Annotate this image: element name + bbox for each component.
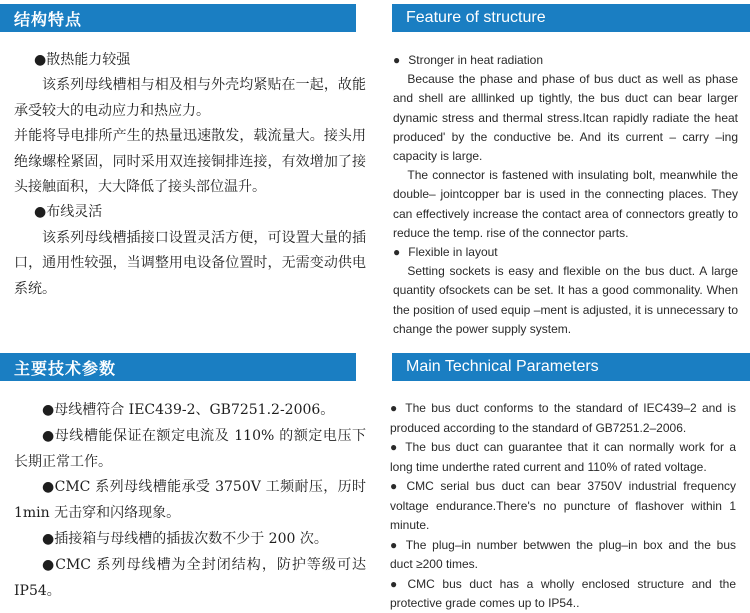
bullet-icon: ● bbox=[393, 245, 401, 260]
tech-item-text: CMC bus duct has a wholly enclosed structure and the protective grade comes up to IP54.. bbox=[390, 576, 736, 610]
tech-item-text: 母线槽能保证在额定电流及 110% 的额定电压下长期正常工作。 bbox=[14, 427, 366, 470]
tech-title-cn: 主要技术参数 bbox=[14, 358, 117, 378]
tech-body-cn bbox=[14, 398, 366, 610]
paragraph: 该系列母线槽相与相及相与外壳均紧贴在一起，故能承受较大的电动应力和热应力。 bbox=[14, 77, 366, 119]
paragraph: 该系列母线槽插接口设置灵活方便，可设置大量的插口，通用性较强，当调整用电设备位置时，无需变动供电系统。 bbox=[14, 229, 366, 297]
tech-header-cn bbox=[0, 353, 356, 381]
tech-item-text: The plug–in number betwwen the plug–in box and the bus duct ≥200 times. bbox=[390, 537, 736, 571]
paragraph: Because the phase and phase of bus duct as well as phase and shell are alllinked up tightly, the bus duct can bear larger dynamic stress and thermal stress.Itcan rapidly radiate the heat produced' by the conductive be. And its current – carry –ing capacity is large. bbox=[393, 72, 738, 164]
bullet-icon: ● bbox=[42, 479, 55, 496]
tech-item-cn bbox=[14, 475, 366, 527]
bullet-icon: ● bbox=[34, 52, 47, 68]
bullet-icon: ● bbox=[42, 402, 55, 418]
bullet-item-layout-en bbox=[393, 243, 738, 262]
structure-title-en: Feature of structure bbox=[406, 9, 546, 26]
bullet-icon: ● bbox=[42, 427, 55, 444]
paragraph: The connector is fastened with insulating bolt, meanwhile the double– jointcopper bar is used in the connecting places. They can effectively increase the contact area of connectors greatly to reduce the temp. rise of the connector parts. bbox=[393, 168, 738, 240]
bullet-icon: ● bbox=[393, 53, 401, 67]
tech-item-cn bbox=[14, 398, 366, 424]
bullet-icon: ● bbox=[390, 479, 401, 493]
tech-body-en bbox=[390, 399, 736, 611]
bullet-icon: ● bbox=[390, 537, 400, 552]
tech-item-en bbox=[390, 438, 736, 477]
bullet-icon: ● bbox=[42, 530, 55, 547]
bullet-title: Stronger in heat radiation bbox=[408, 53, 544, 67]
structure-body-cn bbox=[14, 48, 366, 298]
bullet-item-heat-en bbox=[393, 51, 738, 70]
bullet-title: 布线灵活 bbox=[46, 204, 103, 221]
tech-item-text: The bus duct can guarantee that it can normally work for a long time underthe rated current and 110% of rated voltage. bbox=[390, 440, 736, 474]
tech-item-text: 插接箱与母线槽的插拔次数不少于 200 次。 bbox=[54, 530, 328, 547]
structure-title-cn: 结构特点 bbox=[14, 9, 83, 29]
bullet-icon: ● bbox=[42, 556, 56, 573]
tech-item-en bbox=[390, 399, 736, 438]
tech-item-text: CMC serial bus duct can bear 3750V industrial frequency voltage endurance.There's no puncture of flashover within 1 minute. bbox=[390, 479, 736, 532]
tech-item-text: The bus duct conforms to the standard of IEC439–2 and is produced according to the standard of GB7251.2–2006. bbox=[390, 401, 736, 435]
tech-item-en bbox=[390, 477, 736, 536]
bullet-icon: ● bbox=[390, 401, 400, 415]
tech-item-text: 母线槽符合 IEC439-2、GB7251.2-2006。 bbox=[54, 402, 335, 418]
paragraph: 并能将导电排所产生的热量迅速散发，载流量大。接头用绝缘螺栓紧固，同时采用双连接铜排连接，有效增加了接头接触面积，大大降低了接头部位温升。 bbox=[14, 128, 366, 196]
tech-item-text: CMC 系列母线槽为全封闭结构，防护等级可达 IP54。 bbox=[14, 556, 366, 599]
tech-title-en: Main Technical Parameters bbox=[406, 358, 599, 375]
tech-item-cn bbox=[14, 424, 366, 476]
tech-item-cn bbox=[14, 553, 366, 605]
tech-item-text: CMC 系列母线槽能承受 3750V 工频耐压，历时 1min 无击穿和闪络现象。 bbox=[14, 479, 366, 522]
structure-body-en bbox=[393, 51, 738, 336]
bullet-icon: ● bbox=[390, 576, 402, 591]
bullet-item-heat-cn bbox=[14, 48, 366, 73]
bullet-title: 散热能力较强 bbox=[46, 52, 131, 68]
paragraph: Setting sockets is easy and flexible on the bus duct. A large quantity ofsockets can be set. It has a good commonality. When the position of used equip –ment is adjusted, it is unnecessary to change the power supply system. bbox=[393, 264, 738, 336]
tech-item-en bbox=[390, 575, 736, 612]
tech-item-cn bbox=[14, 527, 366, 553]
bullet-icon: ● bbox=[390, 440, 400, 454]
tech-header-en bbox=[392, 353, 750, 381]
bullet-icon: ● bbox=[34, 204, 47, 221]
bullet-title: Flexible in layout bbox=[408, 245, 498, 260]
tech-item-en bbox=[390, 536, 736, 575]
bullet-item-layout-cn bbox=[14, 200, 366, 225]
structure-header-cn bbox=[0, 4, 356, 32]
structure-header-en bbox=[392, 4, 750, 32]
